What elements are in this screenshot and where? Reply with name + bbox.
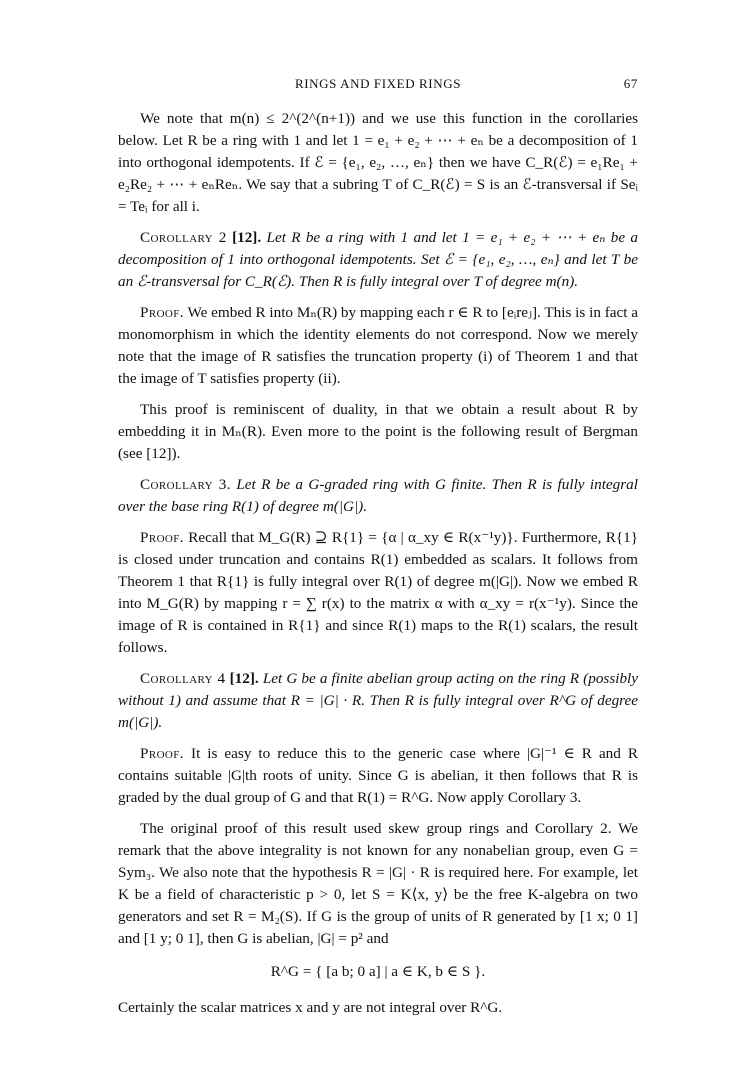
- corollary-4: [118, 668, 638, 734]
- corollary-2-label: Corollary 2: [140, 229, 227, 246]
- proof-label: Proof.: [140, 745, 184, 762]
- proof-text: We embed R into Mₙ(R) by mapping each r ∈ R to [eᵢreⱼ]. This is in fact a monomorphism in which the identity elements do not correspond. Now we merely note that the image of R satisfies the truncation property (i) of Theorem 1 and that the image of T satisfies property (ii).: [118, 304, 639, 387]
- proof-corollary-2: [118, 302, 638, 390]
- proof-label: Proof.: [140, 529, 184, 546]
- paragraph-conclusion: Certainly the scalar matrices x and y are not integral over R^G.: [118, 999, 503, 1016]
- corollary-3-statement: Let R be a G-graded ring with G finite. Then R is fully integral over the base ring R(1) of degree m(|G|).: [118, 476, 638, 515]
- proof-corollary-3: [118, 527, 638, 659]
- running-title: RINGS AND FIXED RINGS: [294, 76, 462, 91]
- running-header: [118, 76, 638, 96]
- page-number: 67: [623, 76, 638, 91]
- proof-text: Recall that M_G(R) ⊇ R{1} = {α | α_xy ∈ R(x⁻¹y)}. Furthermore, R{1} is closed under truncation and contains R(1) embedded as scalars. It follows from Theorem 1 that R{1} is fully integral over R(1) of degree m(|G|). Now we embed R into M_G(R) by mapping r = ∑ r(x) to the matrix α with α_xy = r(x⁻¹y). Since the image of R is contained in R{1} and since R(1) maps to the R(1) scalars, the result follows.: [118, 529, 639, 656]
- paragraph-duality: This proof is reminiscent of duality, in that we obtain a result about R by embedding it in Mₙ(R). Even more to the point is the following result of Bergman (see [12]).: [118, 401, 638, 462]
- proof-label: Proof.: [140, 304, 184, 321]
- corollary-2-statement: Let R be a ring with 1 and let 1 = e₁ + e₂ + ⋯ + eₙ be a decomposition of 1 into orthogonal idempotents. Set ℰ = {e₁, e₂, …, eₙ} and let T be an ℰ-transversal for C_R(ℰ). Then R is fully integral over T of degree m(n).: [118, 229, 638, 290]
- corollary-2: [118, 227, 638, 293]
- proof-text: It is easy to reduce this to the generic case where |G|⁻¹ ∈ R and R contains suitable |G|th roots of unity. Since G is abelian, it then follows that R is graded by the dual group of G and that R(1) = R^G. Now apply Corollary 3.: [118, 745, 639, 806]
- page-body: [118, 108, 638, 1028]
- paragraph-m-of-n: We note that m(n) ≤ 2^(2^(n+1)) and we use this function in the corollaries below. Let R be a ring with 1 and let 1 = e₁ + e₂ + ⋯ + eₙ be a decomposition of 1 into orthogonal idempotents. If ℰ = {e₁, e₂, …, eₙ} then we have C_R(ℰ) = e₁Re₁ + e₂Re₂ + ⋯ + eₙReₙ. We say that a subring T of C_R(ℰ) = S is an ℰ-transversal if Seᵢ = Teᵢ for all i.: [118, 110, 638, 215]
- paragraph-original-proof: The original proof of this result used skew group rings and Corollary 2. We remark that the above integrality is not known for any nonabelian group, even G = Sym₃. We also note that the hypothesis R = |G| · R is required here. For example, let K be a field of characteristic p > 0, let S = K⟨x, y⟩ be the free K-algebra on two generators and set R = M₂(S). If G is the group of units of R generated by [1 x; 0 1] and [1 y; 0 1], then G is abelian, |G| = p² and: [118, 820, 638, 947]
- corollary-3: [118, 474, 638, 518]
- corollary-3-label: Corollary 3.: [140, 476, 231, 493]
- corollary-4-statement: Let G be a finite abelian group acting on the ring R (possibly without 1) and assume that R = |G| · R. Then R is fully integral over R^G of degree m(|G|).: [118, 670, 639, 731]
- proof-corollary-4: [118, 743, 638, 809]
- corollary-4-citation: [12].: [229, 670, 259, 687]
- corollary-2-citation: [12].: [232, 229, 262, 246]
- display-equation: R^G = { [a b; 0 a] | a ∈ K, b ∈ S }.: [270, 963, 486, 980]
- corollary-4-label: Corollary 4: [140, 670, 226, 687]
